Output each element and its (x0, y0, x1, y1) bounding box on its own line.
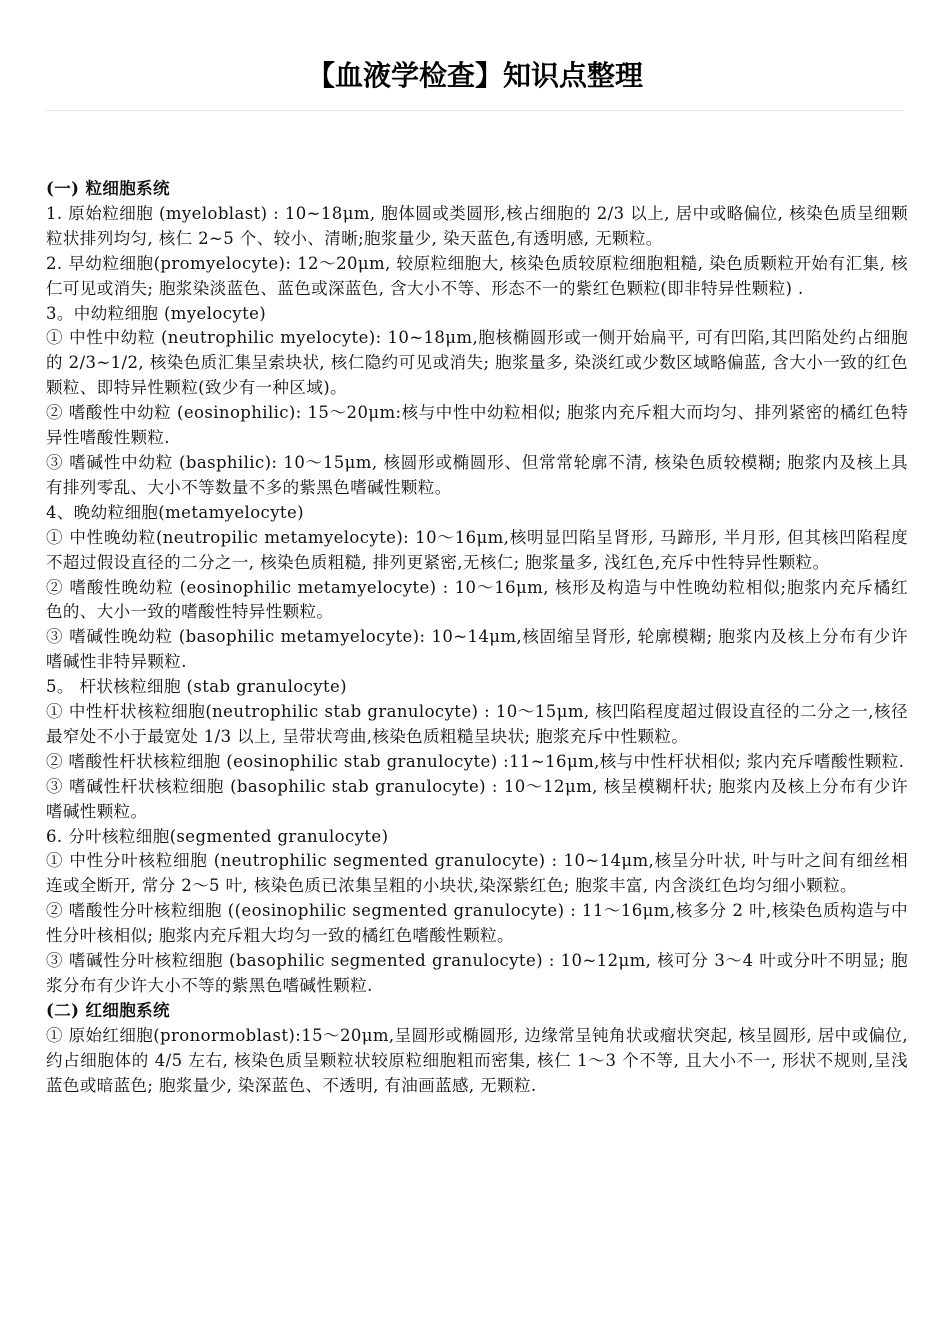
paragraph-eosinophilic-segmented: ② 嗜酸性分叶核粒细胞 ((eosinophilic segmented granulocyte) : 11～16μm,核多分 2 叶,核染色质构造与中性分叶核相似; 胞浆内充斥粗大均匀一致的橘红色嗜酸性颗粒。 (46, 901, 908, 946)
paragraph-eosinophilic-stab: ② 嗜酸性杆状核粒细胞 (eosinophilic stab granulocyte) :11~16μm,核与中性杆状相似; 浆内充斥嗜酸性颗粒. (46, 751, 905, 771)
subheading-segmented-granulocyte: 6. 分叶核粒细胞(segmented granulocyte) (46, 826, 389, 846)
subheading-stab-granulocyte: 5。 杆状核粒细胞 (stab granulocyte) (46, 677, 348, 697)
paragraph-neutrophilic-segmented: ① 中性分叶核粒细胞 (neutrophilic segmented granulocyte) : 10~14μm,核呈分叶状, 叶与叶之间有细丝相连或全断开, 常分 2～5 叶, 核染色质已浓集呈粗的小块状,染深紫红色; 胞浆丰富, 内含淡红色均匀细小颗粒。 (46, 851, 908, 896)
paragraph-eosinophilic-myelocyte: ② 嗜酸性中幼粒 (eosinophilic): 15～20μm:核与中性中幼粒相似; 胞浆内充斥粗大而均匀、排列紧密的橘红色特异性嗜酸性颗粒. (46, 403, 908, 448)
paragraph-neutrophilic-myelocyte: ① 中性中幼粒 (neutrophilic myelocyte): 10~18μm,胞核椭圆形或一侧开始扁平, 可有凹陷,其凹陷处约占细胞的 2/3~1/2, 核染色质汇集呈索块状, 核仁隐约可见或消失; 胞浆量多, 染淡红或少数区域略偏蓝, 含大小一致的红色颗粒、即特异性颗粒(致少有一种区域)。 (46, 328, 908, 398)
page-title: 【血液学检查】知识点整理 (306, 59, 643, 92)
paragraph-basophilic-metamyelocyte: ③ 嗜碱性晚幼粒 (basophilic metamyelocyte): 10~14μm,核固缩呈肾形, 轮廓模糊; 胞浆内及核上分布有少许嗜碱性非特异颗粒. (46, 627, 908, 672)
paragraph-basophilic-stab: ③ 嗜碱性杆状核粒细胞 (basophilic stab granulocyte) : 10～12μm, 核呈模糊杆状; 胞浆内及核上分布有少许嗜碱性颗粒。 (46, 776, 908, 821)
paragraph-neutrophilic-metamyelocyte: ① 中性晚幼粒(neutropilic metamyelocyte): 10～16μm,核明显凹陷呈肾形, 马蹄形, 半月形, 但其核凹陷程度不超过假设直径的二分之一, 核染色质粗糙, 排列更紧密,无核仁; 胞浆量多, 浅红色,充斥中性特异性颗粒。 (46, 527, 908, 572)
paragraph-basophilic-segmented: ③ 嗜碱性分叶核粒细胞 (basophilic segmented granulocyte) : 10~12μm, 核可分 3～4 叶或分叶不明显; 胞浆分布有少许大小不等的紫黑色嗜碱性颗粒. (46, 951, 908, 995)
section-heading-erythrocyte: (二) 红细胞系统 (46, 1000, 170, 1020)
subheading-metamyelocyte: 4、晚幼粒细胞(metamyelocyte) (46, 502, 304, 522)
document-body (46, 177, 908, 1099)
section-heading-granulocyte: (一) 粒细胞系统 (46, 179, 170, 198)
paragraph-promyelocyte: 2. 早幼粒细胞(promyelocyte): 12～20μm, 较原粒细胞大, 核染色质较原粒细胞粗糙, 染色质颗粒开始有汇集, 核仁可见或消失; 胞浆染淡蓝色、蓝色或深蓝色, 含大小不等、形态不一的紫红色颗粒(即非特异性颗粒) . (46, 253, 908, 298)
title-divider (46, 110, 904, 111)
subheading-myelocyte: 3。中幼粒细胞 (myelocyte) (46, 303, 267, 323)
paragraph-myeloblast: 1. 原始粒细胞 (myeloblast) : 10~18μm, 胞体圆或类圆形,核占细胞的 2/3 以上, 居中或略偏位, 核染色质呈细颗粒状排列均匀, 核仁 2~5 个、较小、清晰;胞浆量少, 染天蓝色,有透明感, 无颗粒。 (46, 203, 908, 248)
paragraph-pronormoblast: ① 原始红细胞(pronormoblast):15～20μm,呈圆形或椭圆形, 边缘常呈钝角状或瘤状突起, 核呈圆形, 居中或偏位,约占细胞体的 4/5 左右, 核染色质呈颗粒状较原粒细胞粗而密集, 核仁 1～3 个不等, 且大小不一, 形状不规则,呈浅蓝色或暗蓝色; 胞浆量少, 染深蓝色、不透明, 有油画蓝感, 无颗粒. (46, 1025, 908, 1095)
paragraph-basophilic-myelocyte: ③ 嗜碱性中幼粒 (basphilic): 10～15μm, 核圆形或椭圆形、但常常轮廓不清, 核染色质较模糊; 胞浆内及核上具有排列零乱、大小不等数量不多的紫黑色嗜碱性颗粒。 (46, 452, 908, 497)
paragraph-eosinophilic-metamyelocyte: ② 嗜酸性晚幼粒 (eosinophilic metamyelocyte) : 10～16μm, 核形及构造与中性晚幼粒相似;胞浆内充斥橘红色的、大小一致的嗜酸性特异性颗粒。 (46, 577, 908, 622)
paragraph-neutrophilic-stab: ① 中性杆状核粒细胞(neutrophilic stab granulocyte) : 10～15μm, 核凹陷程度超过假设直径的二分之一,核径最窄处不小于最宽处 1/3 以上, 呈带状弯曲,核染色质粗糙呈块状; 胞浆充斥中性颗粒。 (46, 702, 908, 746)
